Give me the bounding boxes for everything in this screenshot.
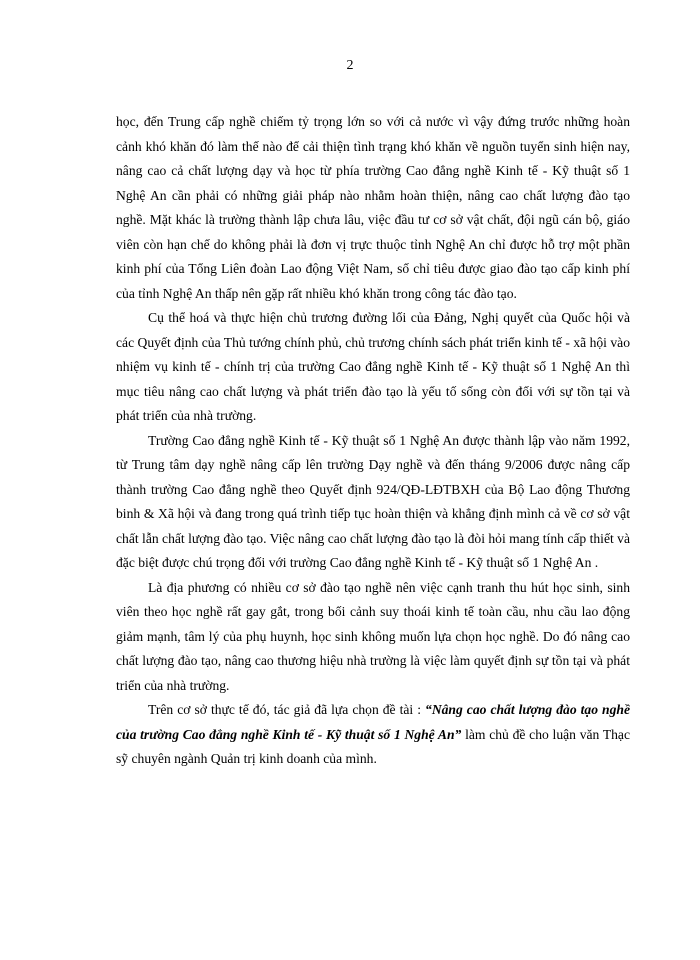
topic-outro-text: làm chủ đề cho luận văn Thạc sỹ chuyên ngành Quản trị kinh doanh của mình. <box>116 726 630 766</box>
document-body <box>116 110 630 772</box>
paragraph-context: Là địa phương có nhiều cơ sở đào tạo nghề nên việc cạnh tranh thu hút học sinh, sinh viên theo học nghề rất gay gắt, trong bối cảnh suy thoái kinh tế toàn cầu, nhu cầu lao động giảm mạnh, tâm lý của phụ huynh, học sinh không muốn lựa chọn học nghề. Do đó nâng cao chất lượng đào tạo, nâng cao thương hiệu nhà trường là việc làm quyết định sự tồn tại và phát triển của nhà trường. <box>116 579 630 693</box>
paragraph-history: Trường Cao đẳng nghề Kinh tế - Kỹ thuật số 1 Nghệ An được thành lập vào năm 1992, từ Trung tâm dạy nghề nâng cấp lên trường Dạy nghề và đến tháng 9/2006 được nâng cấp thành trường Cao đẳng nghề theo Quyết định 924/QĐ-LĐTBXH của Bộ Lao động Thương binh & Xã hội và đang trong quá trình tiếp tục hoàn thiện và khẳng định mình cả về cơ sở vật chất lẫn chất lượng đào tạo. Việc nâng cao chất lượng đào tạo là đòi hỏi mang tính cấp thiết và đặc biệt được chú trọng đối với trường Cao đẳng nghề Kinh tế - Kỹ thuật số 1 Nghệ An . <box>116 432 630 570</box>
page-number: 2 <box>346 58 354 73</box>
thesis-title: “Nâng cao chất lượng đào tạo nghề của trường Cao đẳng nghề Kinh tế - Kỹ thuật số 1 Nghệ An” <box>116 702 630 742</box>
topic-intro-text: Trên cơ sở thực tế đó, tác giả đã lựa chọn đề tài : <box>148 702 426 717</box>
paragraph-thesis-topic <box>116 698 630 772</box>
paragraph-continuation: học, đến Trung cấp nghề chiếm tỷ trọng lớn so với cả nước vì vậy đứng trước những hoàn cảnh khó khăn đó làm thế nào để cải thiện tình trạng khó khăn về nguồn tuyển sinh hiện nay, nâng cao cả chất lượng dạy và học từ phía trường Cao đẳng nghề Kinh tế - Kỹ thuật số 1 Nghệ An cần phải có những giải pháp nào nhằm hoàn thiện, nâng cao chất lượng đào tạo nghề. Mặt khác là trường thành lập chưa lâu, việc đầu tư cơ sở vật chất, đội ngũ cán bộ, giáo viên còn hạn chế do không phải là đơn vị trực thuộc tỉnh Nghệ An chỉ được hỗ trợ một phần kinh phí của Tổng Liên đoàn Lao động Việt Nam, số chỉ tiêu được giao đào tạo cấp kinh phí của tỉnh Nghệ An thấp nên gặp rất nhiều khó khăn trong công tác đào tạo. <box>116 114 630 301</box>
paragraph-policy: Cụ thể hoá và thực hiện chủ trương đường lối của Đảng, Nghị quyết của Quốc hội và các Quyết định của Thủ tướng chính phủ, chủ trương chính sách phát triển kinh tế - xã hội vào nhiệm vụ kinh tế - chính trị của trường Cao đẳng nghề Kinh tế - Kỹ thuật số 1 Nghệ An thì mục tiêu nâng cao chất lượng và phát triển đào tạo là yếu tố sống còn đối với sự tồn tại và phát triển của nhà trường. <box>116 310 630 423</box>
